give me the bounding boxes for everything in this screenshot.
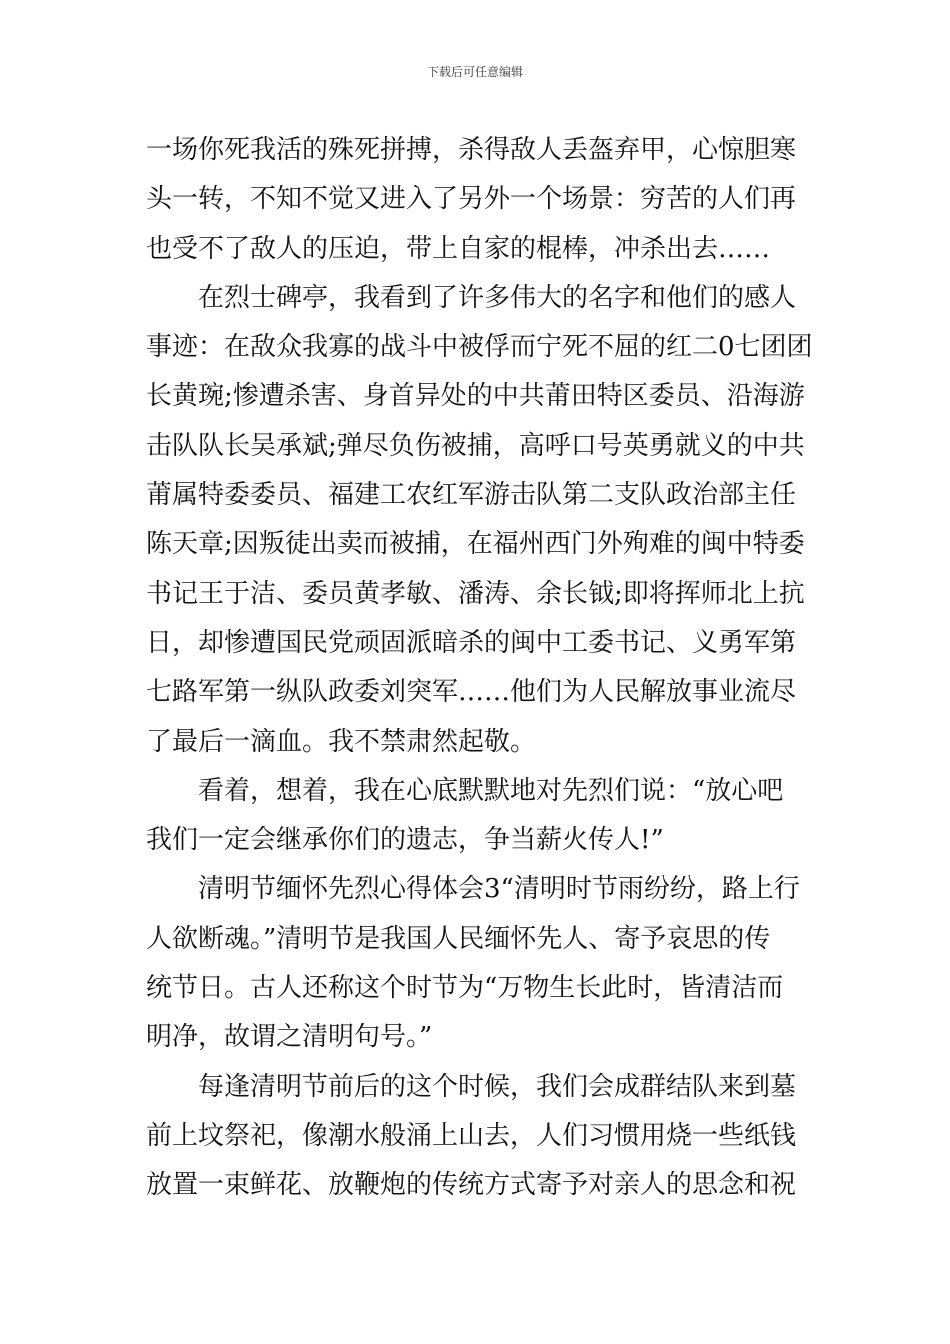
text-line: 前上坟祭祀，像潮水般涌上山去，人们习惯用烧一些纸钱: [146, 1120, 797, 1151]
text-line: 统节日。古人还称这个时节为“万物生长此时，皆清洁而: [146, 973, 784, 1004]
text-line: 了最后一滴血。我不禁肃然起敬。: [146, 726, 537, 757]
text-line: 长黄琬;惨遭杀害、身首异处的中共莆田特区委员、沿海游: [146, 381, 805, 412]
paragraph-first-line: 每逢清明节前后的这个时候，我们会成群结队来到墓: [198, 1071, 797, 1102]
paragraph-first-line: 看着，想着，我在心底默默地对先烈们说：“放心吧: [198, 775, 784, 806]
text-line: 七路军第一纵队政委刘突军……他们为人民解放事业流尽: [146, 677, 797, 708]
text-line: 也受不了敌人的压迫，带上自家的棍棒，冲杀出去……: [146, 233, 771, 264]
text-line: 放置一束鲜花、放鞭炮的传统方式寄予对亲人的思念和祝: [146, 1170, 797, 1201]
text-line: 陈天章;因叛徒出卖而被捕，在福州西门外殉难的闽中特委: [146, 529, 805, 560]
text-line: 人欲断魂。”清明节是我国人民缅怀先人、寄予哀思的传: [146, 923, 771, 954]
text-line: 事迹：在敌众我寡的战斗中被俘而宁死不屈的红二0七团团: [146, 332, 813, 363]
body-text: [146, 126, 813, 1211]
text-line: 头一转，不知不觉又进入了另外一个场景：穷苦的人们再: [146, 184, 797, 215]
text-line: 击队队长吴承斌;弹尽负伤被捕，高呼口号英勇就义的中共: [146, 430, 805, 461]
page-header: 下载后可任意编辑: [426, 65, 523, 79]
text-line: 日，却惨遭国民党顽固派暗杀的闽中工委书记、义勇军第: [146, 627, 797, 658]
text-line: 书记王于洁、委员黄孝敏、潘涛、余长钺;即将挥师北上抗: [146, 578, 805, 609]
paragraph-first-line: 在烈士碑亭，我看到了许多伟大的名字和他们的感人: [198, 282, 797, 313]
paragraph-first-line: 清明节缅怀先烈心得体会3“清明时节雨纷纷，路上行: [198, 874, 800, 905]
text-line: 我们一定会继承你们的遗志，争当薪火传人!”: [146, 825, 664, 856]
text-line: 莆属特委委员、福建工农红军游击队第二支队政治部主任: [146, 480, 797, 511]
text-line: 明净，故谓之清明句号。”: [146, 1022, 433, 1053]
text-line: 一场你死我活的殊死拼搏，杀得敌人丢盔弃甲，心惊胆寒: [146, 135, 797, 165]
